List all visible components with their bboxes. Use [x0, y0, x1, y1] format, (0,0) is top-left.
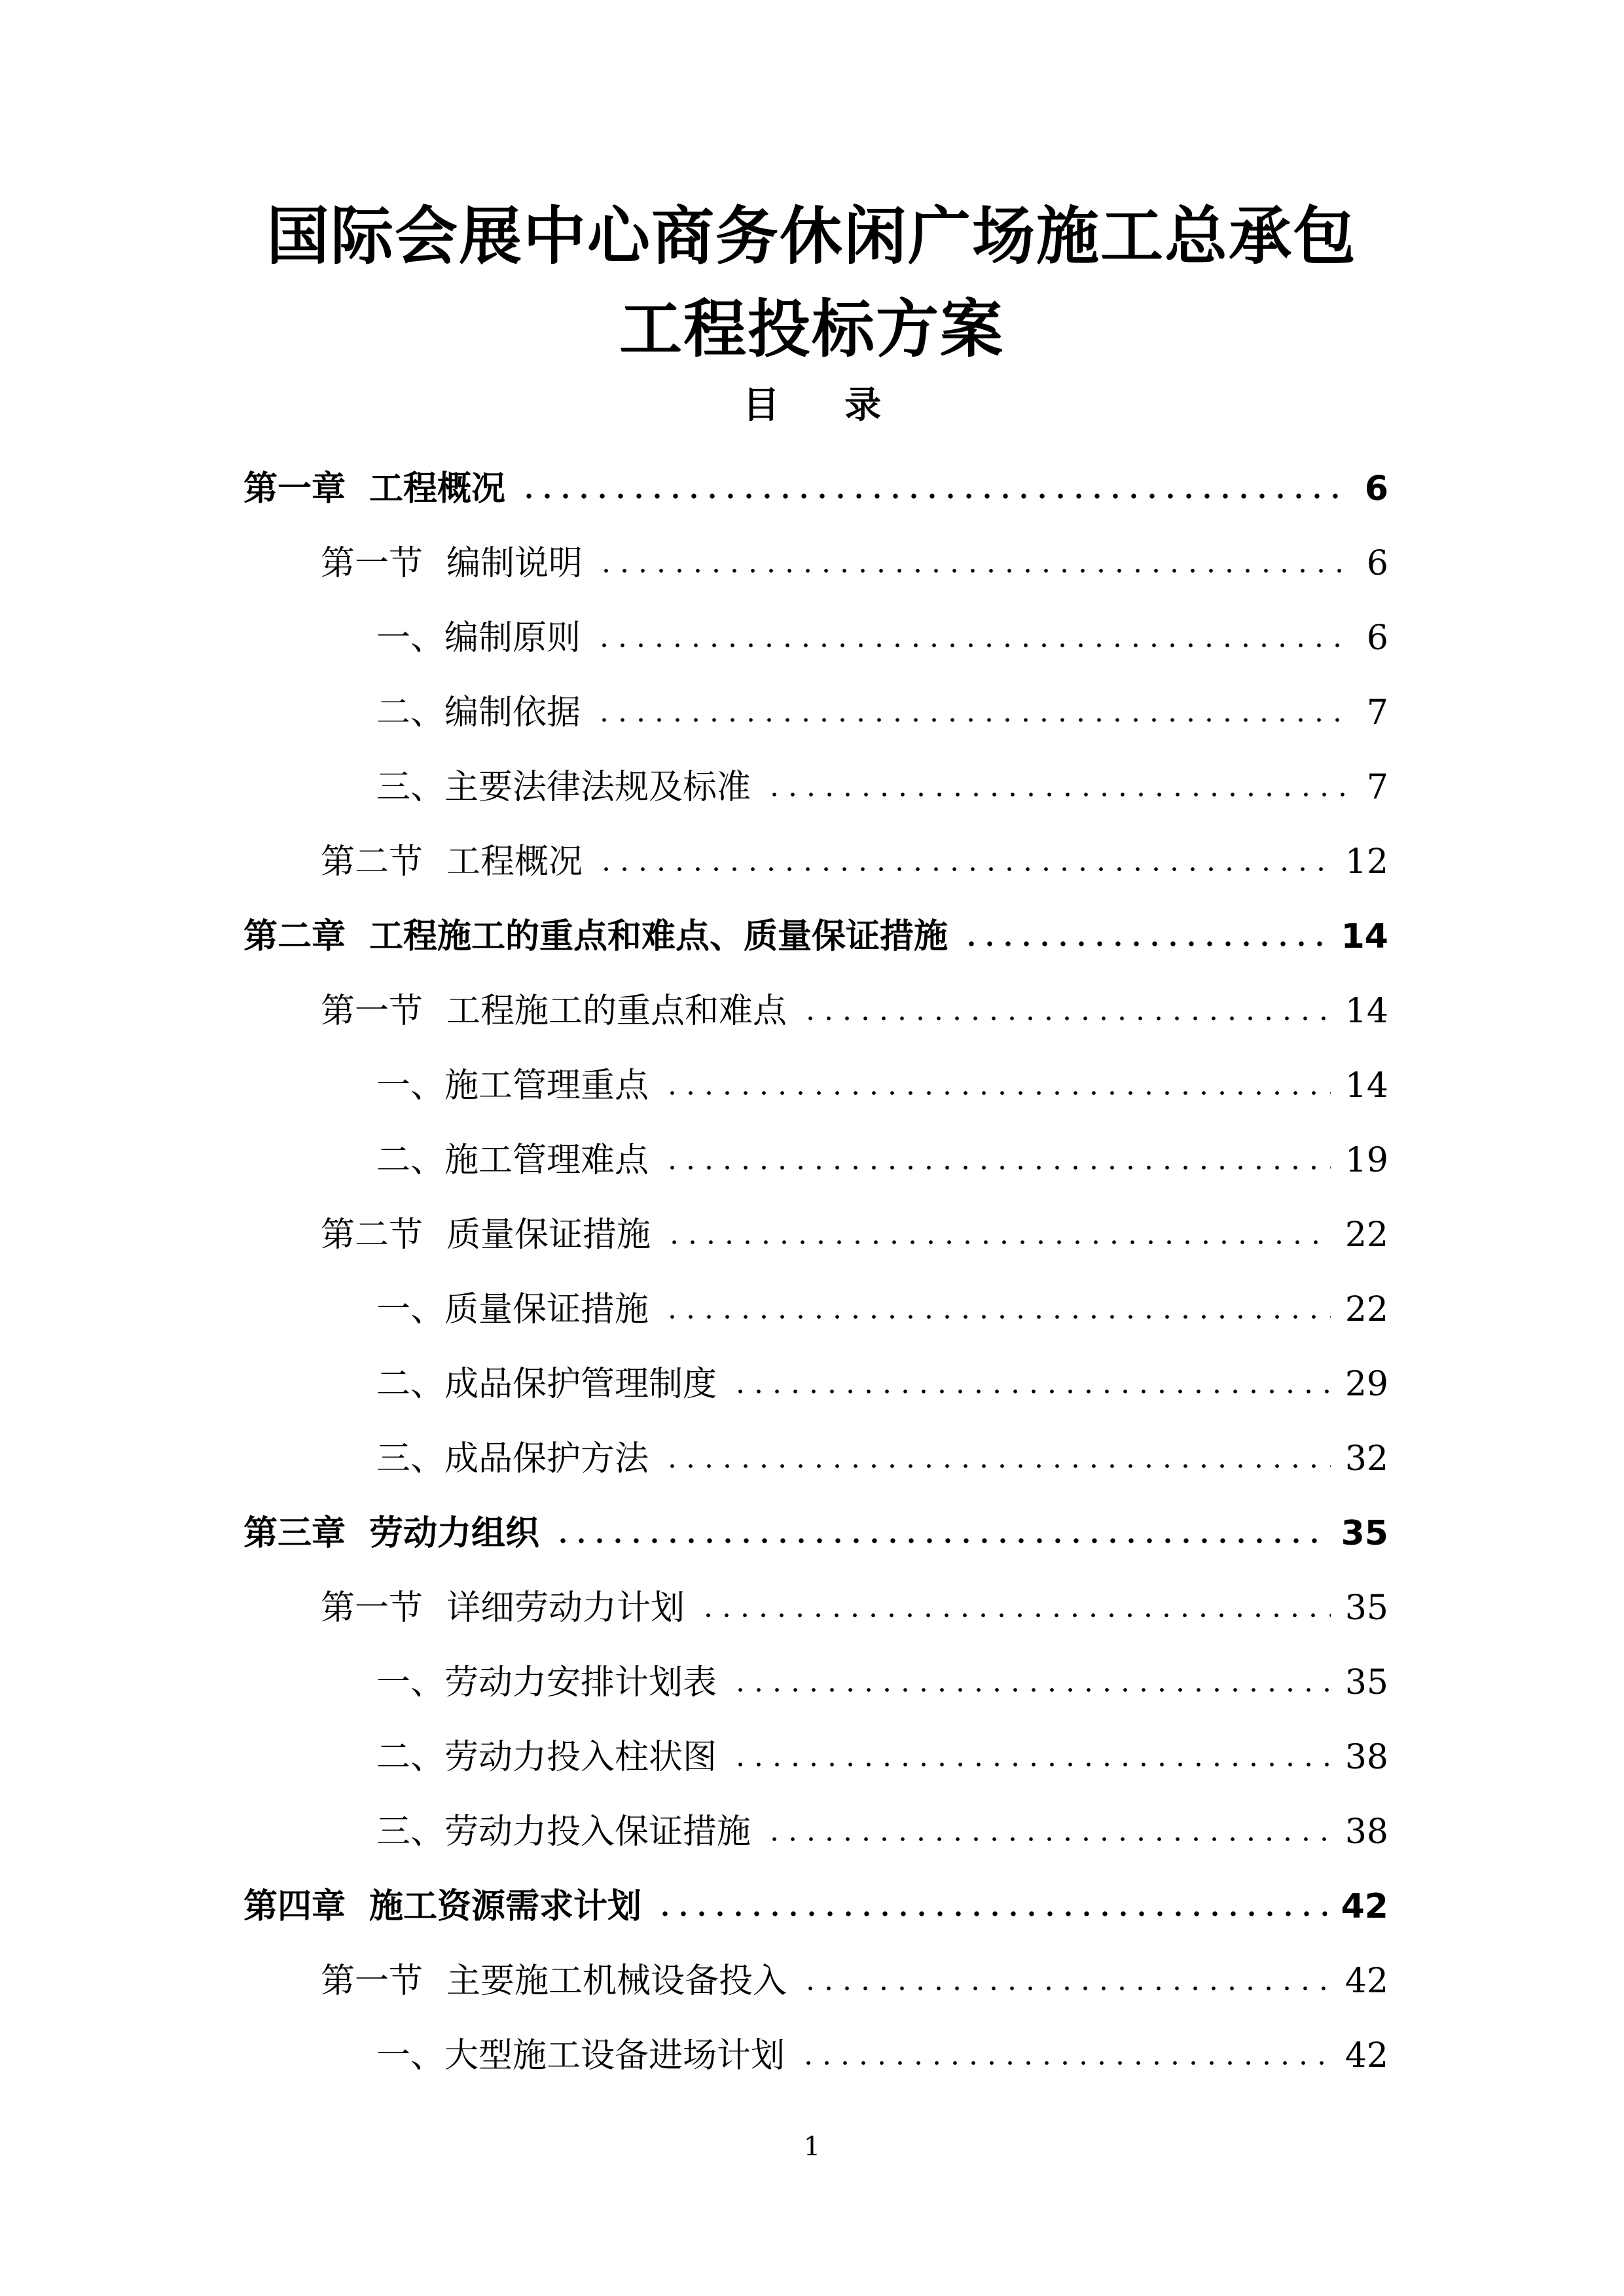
toc-entry-page: 14 [1344, 992, 1388, 1031]
toc-entry-number: 第一节 [321, 544, 424, 583]
toc-entry-text: 三、成品保护方法 [376, 1439, 649, 1479]
toc-entry-level-3[interactable] [0, 1123, 1624, 1198]
toc-entry-page: 38 [1344, 1738, 1388, 1777]
toc-entry-level-3[interactable] [0, 1720, 1624, 1795]
toc-entry-label [321, 988, 787, 1034]
toc-entry-label [376, 1660, 717, 1706]
toc-entry-page: 29 [1344, 1365, 1388, 1404]
toc-entry-label [321, 1585, 685, 1631]
toc-entry-level-2[interactable] [0, 1571, 1624, 1645]
toc-dot-leader [699, 1613, 1331, 1618]
table-of-contents [0, 452, 1624, 2093]
toc-entry-level-2[interactable] [0, 526, 1624, 601]
toc-entry-number: 第一节 [321, 1962, 424, 2001]
toc-dot-leader [665, 1240, 1331, 1245]
toc-dot-leader [663, 1463, 1331, 1469]
toc-entry-label [321, 541, 583, 586]
toc-entry-page: 7 [1366, 693, 1388, 732]
toc-dot-leader [595, 717, 1348, 723]
toc-dot-leader [801, 1986, 1331, 1991]
toc-entry-text: 工程施工的重点和难点、质量保证措施 [369, 917, 948, 956]
toc-entry-page: 7 [1366, 768, 1388, 807]
toc-entry-label [376, 1361, 717, 1407]
toc-entry-page: 6 [1366, 544, 1388, 583]
toc-entry-level-3[interactable] [0, 1645, 1624, 1720]
toc-entry-label [321, 1958, 787, 2004]
toc-entry-level-3[interactable] [0, 750, 1624, 825]
toc-entry-page: 35 [1344, 1588, 1388, 1628]
toc-entry-label [244, 466, 505, 512]
toc-entry-level-3[interactable] [0, 675, 1624, 750]
toc-entry-label [376, 764, 751, 810]
toc-dot-leader [663, 1165, 1331, 1170]
toc-entry-level-2[interactable] [0, 825, 1624, 899]
toc-dot-leader [731, 1762, 1331, 1767]
toc-entry-text: 工程概况 [446, 842, 583, 882]
toc-entry-page: 12 [1344, 842, 1388, 882]
toc-entry-level-1[interactable] [0, 899, 1624, 974]
toc-entry-page: 14 [1341, 917, 1388, 956]
toc-entry-page: 42 [1344, 2036, 1388, 2075]
toc-heading: 目 录 [742, 384, 908, 427]
toc-entry-level-3[interactable] [0, 1347, 1624, 1422]
toc-entry-number: 第一节 [321, 1588, 424, 1628]
toc-entry-level-3[interactable] [0, 1272, 1624, 1347]
toc-dot-leader [656, 1911, 1327, 1916]
toc-entry-page: 6 [1366, 619, 1388, 658]
toc-dot-leader [731, 1389, 1331, 1394]
toc-dot-leader [520, 493, 1348, 499]
toc-entry-page: 32 [1344, 1439, 1388, 1479]
page-number: 1 [803, 2132, 821, 2162]
toc-entry-text: 质量保证措施 [446, 1215, 651, 1255]
toc-entry-page: 22 [1344, 1290, 1388, 1329]
toc-dot-leader [595, 643, 1348, 648]
toc-dot-leader [663, 1314, 1331, 1319]
toc-dot-leader [962, 941, 1327, 946]
toc-entry-label [321, 839, 583, 885]
toc-entry-text: 一、劳动力安排计划表 [376, 1663, 717, 1702]
toc-entry-text: 二、劳动力投入柱状图 [376, 1738, 717, 1777]
toc-entry-number: 第一章 [244, 469, 346, 509]
toc-entry-text: 劳动力组织 [369, 1514, 540, 1553]
toc-entry-level-3[interactable] [0, 1795, 1624, 1869]
toc-entry-level-3[interactable] [0, 2018, 1624, 2093]
toc-entry-text: 工程概况 [369, 469, 506, 509]
toc-entry-label [321, 1212, 651, 1258]
toc-entry-label [376, 2033, 785, 2079]
toc-entry-text: 一、施工管理重点 [376, 1066, 649, 1105]
toc-entry-page: 6 [1364, 469, 1388, 509]
toc-dot-leader [799, 2060, 1331, 2066]
toc-entry-text: 二、施工管理难点 [376, 1141, 649, 1180]
toc-entry-level-1[interactable] [0, 452, 1624, 526]
toc-entry-label [376, 615, 581, 661]
toc-dot-leader [554, 1538, 1327, 1543]
toc-entry-page: 35 [1341, 1514, 1388, 1553]
toc-entry-label [376, 690, 581, 736]
toc-entry-text: 编制说明 [446, 544, 583, 583]
toc-entry-number: 第二节 [321, 842, 424, 882]
toc-entry-text: 主要施工机械设备投入 [446, 1962, 787, 2001]
toc-entry-text: 详细劳动力计划 [446, 1588, 685, 1628]
toc-entry-number: 第二章 [244, 917, 346, 956]
toc-entry-page: 42 [1341, 1887, 1388, 1926]
toc-entry-level-3[interactable] [0, 1422, 1624, 1496]
toc-entry-text: 一、质量保证措施 [376, 1290, 649, 1329]
toc-dot-leader [663, 1090, 1331, 1096]
toc-entry-label [376, 1063, 649, 1109]
toc-entry-number: 第二节 [321, 1215, 424, 1255]
toc-entry-label [376, 1809, 751, 1855]
toc-entry-text: 二、成品保护管理制度 [376, 1365, 717, 1404]
toc-entry-label [376, 1138, 649, 1183]
toc-dot-leader [801, 1016, 1331, 1021]
toc-entry-label [376, 1734, 717, 1780]
toc-entry-label [376, 1436, 649, 1482]
toc-entry-text: 工程施工的重点和难点 [446, 992, 787, 1031]
toc-entry-label [244, 914, 948, 960]
document-title: 国际会展中心商务休闲广场施工总承包工程投标方案 [266, 200, 1357, 366]
toc-entry-level-3[interactable] [0, 1049, 1624, 1123]
toc-entry-page: 14 [1344, 1066, 1388, 1105]
toc-entry-text: 施工资源需求计划 [369, 1887, 642, 1926]
toc-dot-leader [765, 1837, 1331, 1842]
toc-entry-label [376, 1287, 649, 1333]
toc-entry-page: 22 [1344, 1215, 1388, 1255]
toc-entry-level-2[interactable] [0, 974, 1624, 1049]
toc-entry-number: 第一节 [321, 992, 424, 1031]
toc-entry-number: 第四章 [244, 1887, 346, 1926]
toc-entry-text: 一、编制原则 [376, 619, 581, 658]
toc-entry-number: 第三章 [244, 1514, 346, 1553]
toc-entry-level-1[interactable] [0, 1869, 1624, 1944]
toc-entry-label [244, 1511, 539, 1556]
toc-entry-page: 38 [1344, 1812, 1388, 1852]
toc-entry-text: 二、编制依据 [376, 693, 581, 732]
toc-entry-page: 19 [1344, 1141, 1388, 1180]
toc-entry-level-3[interactable] [0, 601, 1624, 675]
toc-entry-label [244, 1884, 641, 1929]
toc-entry-level-2[interactable] [0, 1944, 1624, 2018]
toc-entry-text: 三、劳动力投入保证措施 [376, 1812, 751, 1852]
toc-entry-level-2[interactable] [0, 1198, 1624, 1272]
toc-dot-leader [765, 792, 1348, 797]
toc-entry-page: 35 [1344, 1663, 1388, 1702]
toc-entry-page: 42 [1344, 1962, 1388, 2001]
toc-entry-level-1[interactable] [0, 1496, 1624, 1571]
toc-entry-text: 三、主要法律法规及标准 [376, 768, 751, 807]
toc-dot-leader [597, 867, 1331, 872]
toc-entry-text: 一、大型施工设备进场计划 [376, 2036, 785, 2075]
toc-dot-leader [597, 568, 1348, 573]
toc-dot-leader [731, 1687, 1331, 1693]
